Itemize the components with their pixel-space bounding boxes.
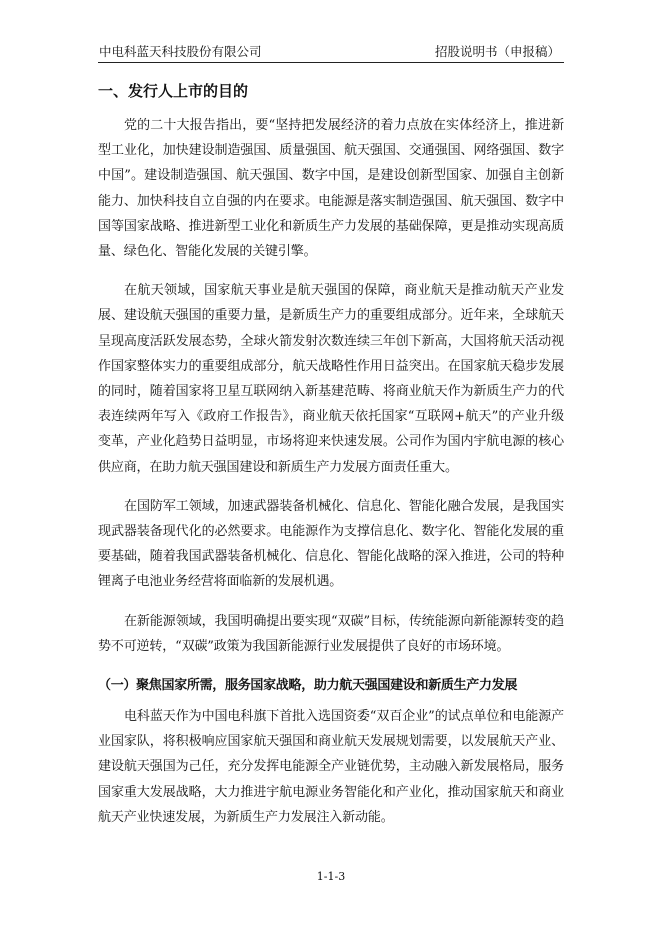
paragraph-new-energy: 在新能源领域，我国明确提出要实现“双碳”目标，传统能源向新能源转变的趋势不可逆转，“双碳”政策为我国新能源行业发展提供了良好的市场环境。 xyxy=(98,613,564,654)
paragraph-strategy: 党的二十大报告指出，要“坚持把发展经济的着力点放在实体经济上，推进新型工业化，加快建设制造强国、质量强国、航天强国、交通强国、网络强国、数字中国”。建设制造强国、航天强国、数字中国，是建设创新型国家、加强自主创新能力、加快科技自立自强的内在要求。电能源是落实制造强国、航天强国、数字中国等国家战略、推进新型工业化和新质生产力发展的基础保障，更是推动实现高质量、绿色化、智能化发展的关键引擎。 xyxy=(98,118,564,260)
page-number: 1-1-3 xyxy=(316,870,346,883)
header-company-name: 中电科蓝天科技股份有限公司 xyxy=(99,44,262,59)
paragraph-subsection: 电科蓝天作为中国电科旗下首批入选国资委“双百企业”的试点单位和电能源产业国家队，将积极响应国家航天强国和商业航天发展规划需要，以发展航天产业、建设航天强国为己任，充分发挥电能源全产业链优势，主动融入新发展格局，服务国家重大发展战略，大力推进宇航电源业务智能化和产业化，推动国家航天和商业航天产业快速发展，为新质生产力发展注入新动能。 xyxy=(98,709,564,825)
page-header xyxy=(98,42,564,63)
paragraph-aerospace: 在航天领域，国家航天事业是航天强国的保障，商业航天是推动航天产业发展、建设航天强国的重要力量，是新质生产力的重要组成部分。近年来，全球航天呈现高度活跃发展态势，全球火箭发射次数连续三年创下新高，大国将航天活动视作国家整体实力的重要组成部分，航天战略性作用日益突出。在国家航天稳步发展的同时，随着国家将卫星互联网纳入新基建范畴、将商业航天作为新质生产力的代表连续两年写入《政府工作报告》，商业航天依托国家“互联网+航天”的产业升级变革，产业化趋势日益明显，市场将迎来快速发展。公司作为国内宇航电源的核心供应商，在助力航天强国建设和新质生产力发展方面责任重大。 xyxy=(98,283,564,475)
subsection-title: （一）聚焦国家所需，服务国家战略，助力航天强国建设和新质生产力发展 xyxy=(98,678,518,694)
document-body xyxy=(98,113,564,844)
paragraph-defense: 在国防军工领域，加速武器装备机械化、信息化、智能化融合发展，是我国实现武器装备现代化的必然要求。电能源作为支撑信息化、数字化、智能化发展的重要基础，随着我国武器装备机械化、信息化、智能化战略的深入推进，公司的特种锂离子电池业务经营将面临新的发展机遇。 xyxy=(98,498,564,590)
header-document-type: 招股说明书（申报稿） xyxy=(434,44,560,59)
section-title: 一、发行人上市的目的 xyxy=(98,82,249,100)
